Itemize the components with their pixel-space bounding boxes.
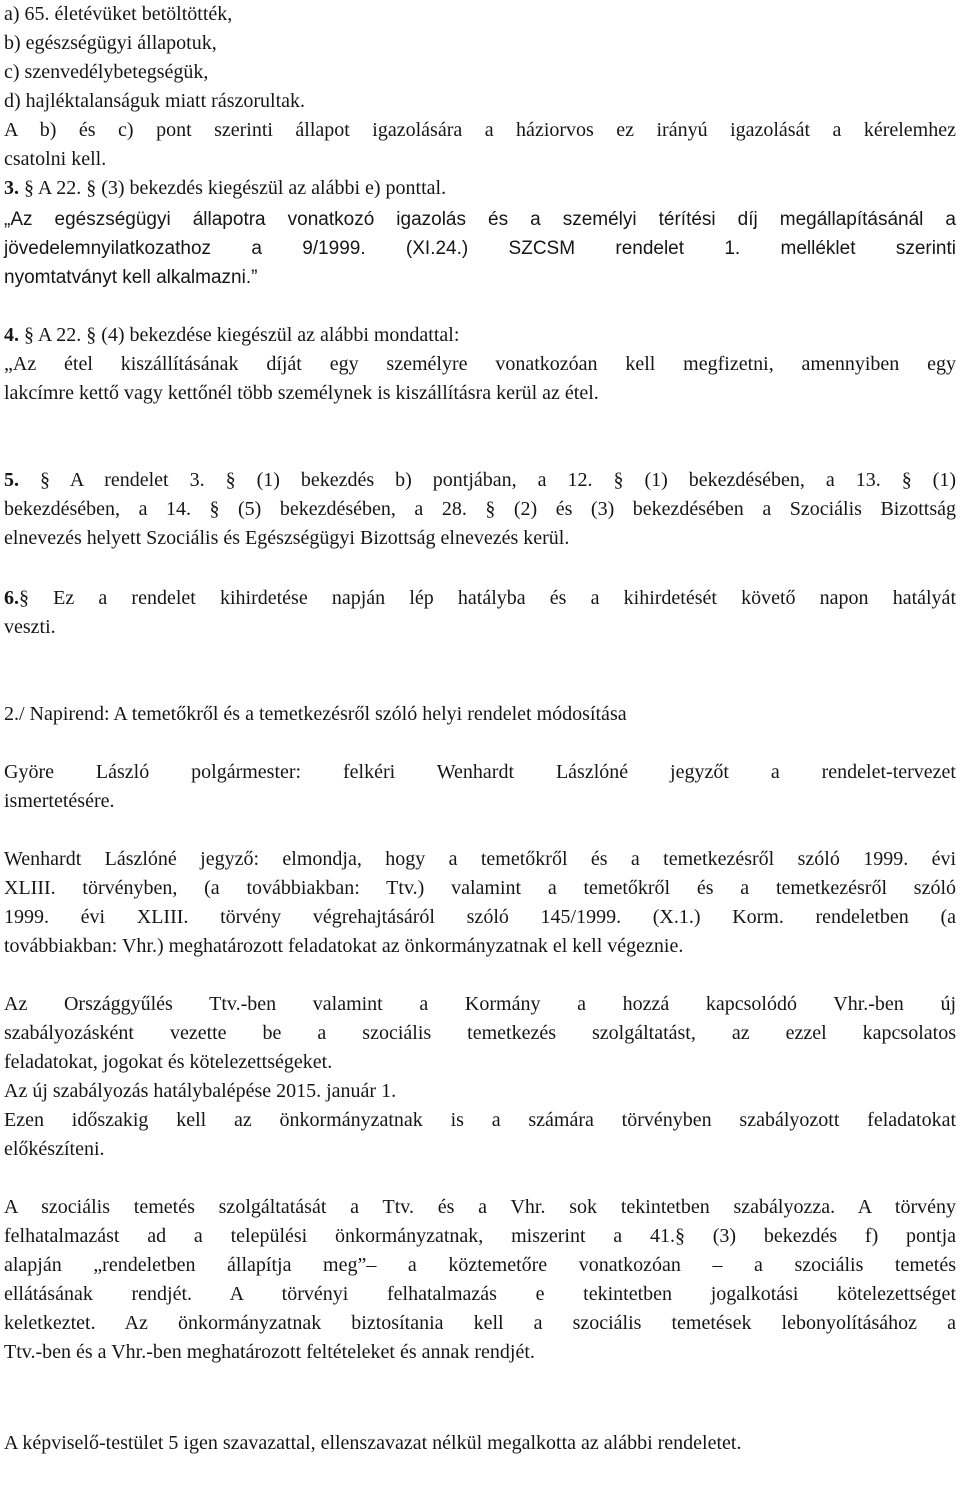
section-line: bekezdésében, a 14. § (5) bekezdésében, a 28. § (2) és (3) bekezdésében a Szociális Bizottság [4, 498, 956, 520]
section-4 [4, 321, 956, 408]
note-line: A b) és c) pont szerinti állapot igazolására a háziorvos ez irányú igazolását a kérelemhez [4, 119, 956, 141]
quote-line: „Az egészségügyi állapotra vonatkozó igazolás és a személyi térítési díj megállapításánál a [4, 209, 956, 230]
section-heading-text: § A 22. § (4) bekezdése kiegészül az alábbi mondattal: [19, 324, 460, 346]
list-item: b) egészségügyi állapotuk, [4, 32, 217, 54]
section-line: § Ez a rendelet kihirdetése napján lép hatályba és a kihirdetését követő napon hatályát [19, 587, 956, 609]
section-5 [4, 466, 956, 553]
section-3-heading [4, 174, 956, 203]
list-item: a) 65. életévüket betöltötték, [4, 3, 233, 25]
paragraph-social-burial: A szociális temetés szolgáltatását a Ttv. és a Vhr. sok tekintetben szabályozza. A törvény felhatalmazást ad a települési önkormányzatnak, miszerint a 41.§ (3) bekezdés f) pontja alapján „rendeletben állapítja meg”– a köztemetőre vonatkozóan – a szociális temetés ellátásának rendjét. A törvényi felhatalmazás e tekintetben jogalkotási kötelezettséget keletkeztet. Az önkormányzatnak biztosítania kell a szociális temetések lebonyolításához a Ttv.-ben és a Vhr.-ben meghatározott feltételeket és annak rendjét. [4, 1196, 956, 1363]
quote-line: lakcímre kettő vagy kettőnél több személynek is kiszállításra kerül az étel. [4, 382, 599, 404]
list-item: d) hajléktalanságuk miatt rászorultak. [4, 90, 306, 112]
quote-line: nyomtatványt kell alkalmazni.” [4, 267, 258, 288]
note-line: csatolni kell. [4, 148, 107, 170]
section-heading-text: § A 22. § (3) bekezdés kiegészül az alábbi e) ponttal. [19, 177, 447, 199]
quote-line: jövedelemnyilatkozathoz a 9/1999. (XI.24.) SZCSM rendelet 1. melléklet szerinti [4, 238, 956, 259]
paragraph-parliament: Az Országgyűlés Ttv.-ben valamint a Kormány a hozzá kapcsolódó Vhr.-ben új szabályozásként vezette be a szociális temetkezés szolgáltatást, az ezzel kapcsolatos feladatokat, jogokat és kötelezettségeket. Az új szabályozás hatálybalépése 2015. január 1. Ezen időszakig kell az önkormányzatnak is a számára törvényben szabályozott feladatokat előkészíteni. [4, 993, 956, 1160]
section-number: 3. [4, 177, 19, 199]
section-line: veszti. [4, 616, 56, 638]
quote-line: „Az étel kiszállításának díját egy személyre vonatkozóan kell megfizetni, amennyiben egy [4, 353, 956, 375]
list-item: c) szenvedélybetegségük, [4, 61, 209, 83]
section-number: 5. [4, 469, 19, 491]
resolution-line: A képviselő-testület 5 igen szavazattal, ellenszavazat nélkül megalkotta az alábbi rendeletet. [4, 1432, 742, 1454]
section-number: 6. [4, 587, 19, 609]
section-6 [4, 584, 956, 642]
certificate-note [4, 116, 956, 174]
agenda-heading: 2./ Napirend: A temetőkről és a temetkezésről szóló helyi rendelet módosítása [4, 703, 627, 725]
effective-date-line: Az új szabályozás hatálybalépése 2015. január 1. [4, 1080, 397, 1102]
section-3-quote [4, 205, 956, 292]
section-number: 4. [4, 324, 19, 346]
section-line: § A rendelet 3. § (1) bekezdés b) pontjában, a 12. § (1) bekezdésében, a 13. § (1) [19, 469, 956, 491]
paragraph-mayor: Györe László polgármester: felkéri Wenhardt Lászlóné jegyzőt a rendelet-tervezet ismertetésére. [4, 761, 956, 812]
eligibility-list [4, 0, 956, 116]
paragraph-notary: Wenhardt Lászlóné jegyző: elmondja, hogy a temetőkről és a temetkezésről szóló 1999. évi XLIII. törvényben, (a továbbiakban: Ttv.) valamint a temetőkről és a temetkezésről szóló 1999. évi XLIII. törvény végrehajtásáról szóló 145/1999. (X.1.) Korm. rendeletben (a továbbiakban: Vhr.) meghatározott feladatokat az önkormányzatnak el kell végeznie. [4, 848, 956, 957]
section-line: elnevezés helyett Szociális és Egészségügyi Bizottság elnevezés kerül. [4, 527, 570, 549]
